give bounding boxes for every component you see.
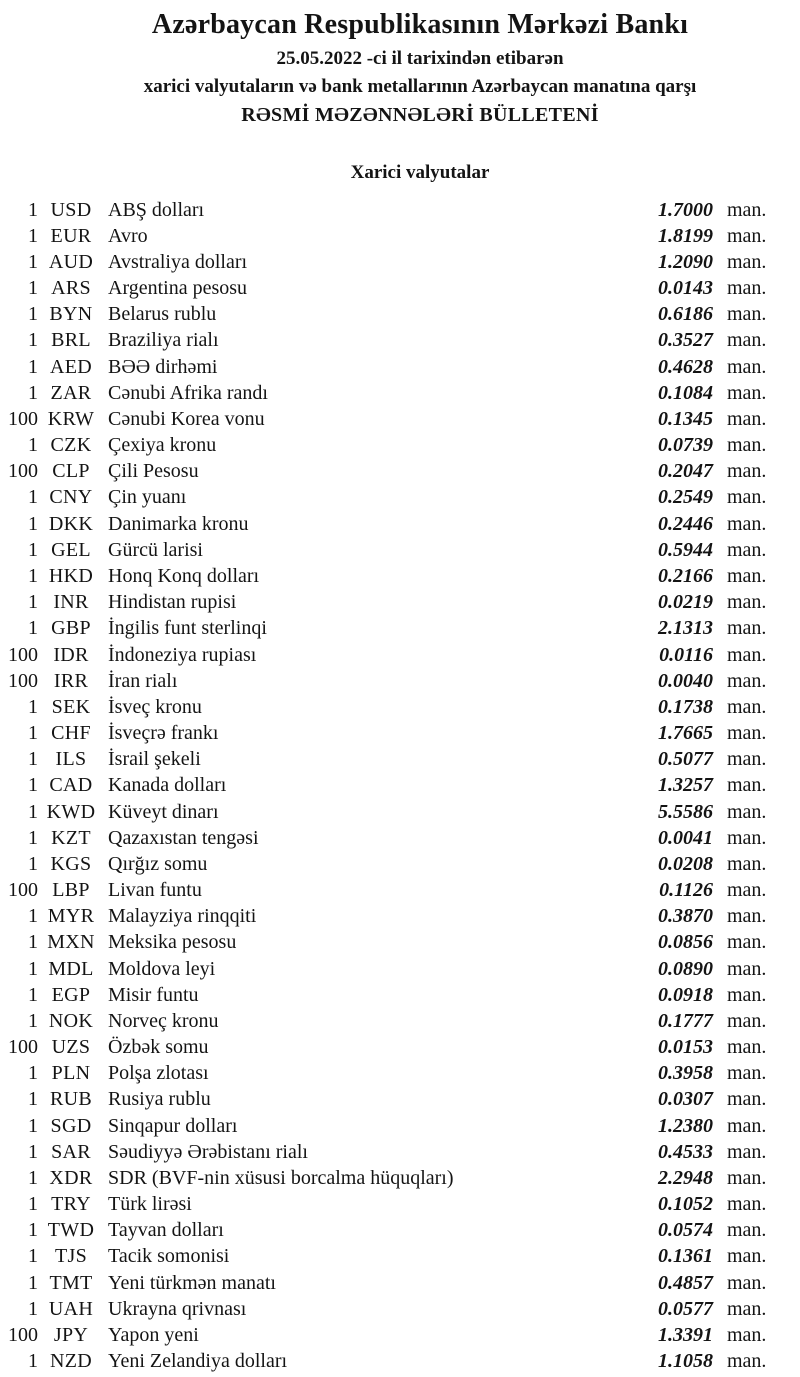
currency-name: İndoneziya rupiası	[108, 643, 257, 666]
currency-name: Livan funtu	[108, 879, 202, 902]
unit-label: man.	[727, 1245, 767, 1268]
rate-value: 0.0219	[658, 591, 713, 614]
currency-name: Türk lirəsi	[108, 1193, 192, 1216]
unit-label: man.	[727, 329, 767, 352]
table-row	[0, 1322, 770, 1348]
currency-code: TMT	[49, 1271, 93, 1294]
rate-value: 0.0574	[658, 1219, 713, 1242]
table-row	[0, 668, 770, 694]
nominal-value: 100	[8, 643, 38, 666]
currency-name: İngilis funt sterlinqi	[108, 617, 267, 640]
currency-name: Rusiya rublu	[108, 1088, 211, 1111]
rate-value: 0.3527	[658, 329, 713, 352]
unit-label: man.	[727, 931, 767, 954]
currency-code: XDR	[49, 1166, 93, 1189]
unit-label: man.	[727, 826, 767, 849]
unit-label: man.	[727, 381, 767, 404]
table-row	[0, 1061, 770, 1087]
nominal-value: 1	[28, 591, 38, 614]
currency-name: Tayvan dolları	[108, 1219, 224, 1242]
currency-code: TJS	[54, 1245, 88, 1268]
currency-code: AUD	[48, 250, 94, 273]
currency-code: MXN	[47, 931, 95, 954]
currency-code: NZD	[49, 1350, 92, 1373]
currency-name: Norveç kronu	[108, 1009, 219, 1032]
currency-code: UZS	[51, 1036, 91, 1059]
table-row	[0, 930, 770, 956]
currency-code: EUR	[50, 224, 92, 247]
currency-code: RUB	[49, 1088, 93, 1111]
unit-label: man.	[727, 1297, 767, 1320]
currency-name: İsrail şekeli	[108, 748, 201, 771]
nominal-value: 1	[28, 277, 38, 300]
currency-name: Səudiyyə Ərəbistanı rialı	[108, 1140, 308, 1163]
effective-date-line: 25.05.2022 -ci il tarixindən etibarən	[276, 48, 564, 69]
table-row	[0, 1165, 770, 1191]
currency-name: Sinqapur dolları	[108, 1114, 238, 1137]
table-row	[0, 642, 770, 668]
currency-name: Avro	[108, 224, 148, 247]
table-row	[0, 851, 770, 877]
bulletin-header	[40, 0, 800, 129]
currency-code: ZAR	[50, 381, 92, 404]
currency-name: Cənubi Korea vonu	[108, 407, 265, 430]
currency-code: GBP	[51, 617, 91, 640]
table-row	[0, 1139, 770, 1165]
nominal-value: 1	[28, 774, 38, 797]
table-row	[0, 1270, 770, 1296]
nominal-value: 1	[28, 1140, 38, 1163]
unit-label: man.	[727, 1219, 767, 1242]
rate-value: 0.1361	[658, 1245, 713, 1268]
section-title: Xarici valyutalar	[350, 162, 490, 183]
unit-label: man.	[727, 1350, 767, 1373]
nominal-value: 1	[28, 1219, 38, 1242]
currency-name: Meksika pesosu	[108, 931, 237, 954]
unit-label: man.	[727, 591, 767, 614]
bulletin-title: RƏSMİ MƏZƏNNƏLƏRİ BÜLLETENİ	[241, 104, 599, 126]
nominal-value: 1	[28, 381, 38, 404]
table-row	[0, 956, 770, 982]
currency-name: Küveyt dinarı	[108, 800, 219, 823]
nominal-value: 100	[8, 460, 38, 483]
currency-name: Yeni Zelandiya dolları	[108, 1350, 288, 1373]
currency-code: LBP	[52, 879, 90, 902]
table-row	[0, 747, 770, 773]
unit-label: man.	[727, 1271, 767, 1294]
rate-value: 0.3870	[658, 905, 713, 928]
currency-name: İsveçrə frankı	[108, 722, 219, 745]
currency-name: Çin yuanı	[108, 486, 187, 509]
rate-value: 0.2047	[658, 460, 713, 483]
unit-label: man.	[727, 486, 767, 509]
table-row	[0, 223, 770, 249]
nominal-value: 1	[28, 617, 38, 640]
table-row	[0, 877, 770, 903]
unit-label: man.	[727, 1140, 767, 1163]
rate-value: 1.2380	[658, 1114, 713, 1137]
nominal-value: 1	[28, 1271, 38, 1294]
rate-value: 0.0153	[658, 1036, 713, 1059]
rate-value: 0.4533	[658, 1140, 713, 1163]
currency-code: BRL	[51, 329, 91, 352]
unit-label: man.	[727, 774, 767, 797]
unit-label: man.	[727, 1062, 767, 1085]
unit-label: man.	[727, 1323, 767, 1346]
currency-code: ILS	[55, 748, 87, 771]
nominal-value: 1	[28, 1193, 38, 1216]
table-row	[0, 537, 770, 563]
unit-label: man.	[727, 617, 767, 640]
currency-code: TRY	[51, 1193, 91, 1216]
rate-value: 0.0041	[658, 826, 713, 849]
currency-code: DKK	[48, 512, 94, 535]
nominal-value: 1	[28, 1166, 38, 1189]
unit-label: man.	[727, 748, 767, 771]
nominal-value: 1	[28, 1062, 38, 1085]
nominal-value: 1	[28, 905, 38, 928]
nominal-value: 1	[28, 434, 38, 457]
currency-name: Yeni türkmən manatı	[108, 1271, 276, 1294]
unit-label: man.	[727, 277, 767, 300]
subtitle-line: xarici valyutaların və bank metallarının Azərbaycan manatına qarşı	[143, 76, 697, 97]
table-row	[0, 1244, 770, 1270]
unit-label: man.	[727, 564, 767, 587]
table-row	[0, 720, 770, 746]
currency-name: Belarus rublu	[108, 303, 217, 326]
table-row	[0, 276, 770, 302]
currency-name: Argentina pesosu	[108, 277, 248, 300]
currency-name: Misir funtu	[108, 983, 199, 1006]
unit-label: man.	[727, 434, 767, 457]
rate-value: 0.0116	[659, 643, 713, 666]
currency-code: SAR	[51, 1140, 91, 1163]
table-row	[0, 799, 770, 825]
table-row	[0, 485, 770, 511]
table-row	[0, 563, 770, 589]
rate-value: 0.0739	[658, 434, 713, 457]
rate-value: 0.1777	[658, 1009, 713, 1032]
rate-value: 0.2166	[658, 564, 713, 587]
nominal-value: 1	[28, 1297, 38, 1320]
table-row	[0, 328, 770, 354]
table-row	[0, 511, 770, 537]
currency-name: Polşa zlotası	[108, 1062, 209, 1085]
table-row	[0, 773, 770, 799]
table-row	[0, 1087, 770, 1113]
currency-name: İran rialı	[108, 669, 178, 692]
rate-value: 2.1313	[658, 617, 713, 640]
unit-label: man.	[727, 1166, 767, 1189]
currency-code: JPY	[53, 1323, 89, 1346]
currency-code: CAD	[49, 774, 93, 797]
currency-code: CNY	[49, 486, 93, 509]
currency-code: KWD	[46, 800, 96, 823]
rate-value: 0.4628	[658, 355, 713, 378]
currency-code: KGS	[50, 852, 92, 875]
rate-value: 0.5077	[658, 748, 713, 771]
unit-label: man.	[727, 669, 767, 692]
rate-value: 0.0890	[658, 957, 713, 980]
rate-value: 0.1052	[658, 1193, 713, 1216]
currency-name: Ukrayna qrivnası	[108, 1297, 247, 1320]
nominal-value: 1	[28, 512, 38, 535]
rate-value: 0.0143	[658, 277, 713, 300]
rate-value: 0.1126	[659, 879, 713, 902]
nominal-value: 100	[8, 407, 38, 430]
unit-label: man.	[727, 643, 767, 666]
unit-label: man.	[727, 538, 767, 561]
nominal-value: 1	[28, 1114, 38, 1137]
currency-code: TWD	[47, 1219, 95, 1242]
currency-code: KZT	[51, 826, 91, 849]
nominal-value: 1	[28, 355, 38, 378]
currency-name: Hindistan rupisi	[108, 591, 237, 614]
rate-value: 1.1058	[658, 1350, 713, 1373]
rate-value: 1.3257	[658, 774, 713, 797]
currency-name: Yapon yeni	[108, 1323, 199, 1346]
currency-name: Avstraliya dolları	[108, 250, 248, 273]
table-row	[0, 1035, 770, 1061]
nominal-value: 1	[28, 303, 38, 326]
nominal-value: 1	[28, 198, 38, 221]
currency-code: UAH	[48, 1297, 94, 1320]
rate-value: 1.7000	[658, 198, 713, 221]
currency-code: MDL	[48, 957, 94, 980]
rate-value: 2.2948	[658, 1166, 713, 1189]
unit-label: man.	[727, 198, 767, 221]
nominal-value: 100	[8, 1323, 38, 1346]
table-row	[0, 380, 770, 406]
currency-code: SEK	[51, 695, 91, 718]
page-title: Azərbaycan Respublikasının Mərkəzi Bankı	[151, 9, 689, 40]
currency-name: Qazaxıstan tengəsi	[108, 826, 259, 849]
unit-label: man.	[727, 355, 767, 378]
currency-name: Cənubi Afrika randı	[108, 381, 268, 404]
nominal-value: 1	[28, 564, 38, 587]
unit-label: man.	[727, 957, 767, 980]
rate-value: 0.2549	[658, 486, 713, 509]
nominal-value: 1	[28, 852, 38, 875]
rate-value: 0.1345	[658, 407, 713, 430]
nominal-value: 1	[28, 486, 38, 509]
unit-label: man.	[727, 407, 767, 430]
table-row	[0, 459, 770, 485]
table-row	[0, 406, 770, 432]
unit-label: man.	[727, 1193, 767, 1216]
currency-code: ARS	[51, 277, 91, 300]
currency-name: Braziliya rialı	[108, 329, 219, 352]
unit-label: man.	[727, 1036, 767, 1059]
nominal-value: 100	[8, 879, 38, 902]
unit-label: man.	[727, 695, 767, 718]
currency-name: Moldova leyi	[108, 957, 216, 980]
nominal-value: 1	[28, 1245, 38, 1268]
rate-value: 1.8199	[658, 224, 713, 247]
rate-value: 0.3958	[658, 1062, 713, 1085]
rate-value: 1.2090	[658, 250, 713, 273]
table-row	[0, 1349, 770, 1375]
nominal-value: 1	[28, 1350, 38, 1373]
rate-value: 1.7665	[658, 722, 713, 745]
unit-label: man.	[727, 1114, 767, 1137]
rate-value: 0.5944	[658, 538, 713, 561]
table-row	[0, 825, 770, 851]
table-row	[0, 354, 770, 380]
currency-name: Danimarka kronu	[108, 512, 249, 535]
currency-code: NOK	[48, 1009, 94, 1032]
unit-label: man.	[727, 852, 767, 875]
rate-value: 0.0856	[658, 931, 713, 954]
currency-code: GEL	[51, 538, 91, 561]
currency-name: Çexiya kronu	[108, 434, 217, 457]
currency-code: CZK	[50, 434, 92, 457]
currency-code: KRW	[47, 407, 95, 430]
nominal-value: 100	[8, 669, 38, 692]
currency-code: USD	[50, 198, 92, 221]
nominal-value: 100	[8, 1036, 38, 1059]
currency-code: AED	[49, 355, 92, 378]
table-row	[0, 694, 770, 720]
rate-value: 0.2446	[658, 512, 713, 535]
table-row	[0, 1218, 770, 1244]
currency-name: Malayziya rinqqiti	[108, 905, 257, 928]
table-row	[0, 249, 770, 275]
unit-label: man.	[727, 1009, 767, 1032]
currency-name: Gürcü larisi	[108, 538, 203, 561]
rate-value: 0.0040	[658, 669, 713, 692]
table-row	[0, 1113, 770, 1139]
currency-name: Kanada dolları	[108, 774, 227, 797]
rate-value: 0.1738	[658, 695, 713, 718]
currency-name: Tacik somonisi	[108, 1245, 230, 1268]
unit-label: man.	[727, 1088, 767, 1111]
nominal-value: 1	[28, 224, 38, 247]
table-row	[0, 433, 770, 459]
unit-label: man.	[727, 905, 767, 928]
unit-label: man.	[727, 722, 767, 745]
rate-value: 0.0307	[658, 1088, 713, 1111]
unit-label: man.	[727, 512, 767, 535]
currency-name: İsveç kronu	[108, 695, 202, 718]
unit-label: man.	[727, 983, 767, 1006]
unit-label: man.	[727, 800, 767, 823]
currency-name: Özbək somu	[108, 1036, 209, 1059]
currency-code: CHF	[51, 722, 91, 745]
unit-label: man.	[727, 879, 767, 902]
currency-code: INR	[53, 591, 89, 614]
currency-code: MYR	[47, 905, 95, 928]
rate-value: 5.5586	[658, 800, 713, 823]
rate-value: 0.0918	[658, 983, 713, 1006]
unit-label: man.	[727, 250, 767, 273]
currency-name: Çili Pesosu	[108, 460, 199, 483]
table-row	[0, 1008, 770, 1034]
nominal-value: 1	[28, 722, 38, 745]
rate-value: 0.4857	[658, 1271, 713, 1294]
currency-name: ABŞ dolları	[108, 198, 205, 221]
unit-label: man.	[727, 224, 767, 247]
currency-name: BƏƏ dirhəmi	[108, 355, 218, 378]
currency-code: HKD	[48, 564, 94, 587]
nominal-value: 1	[28, 983, 38, 1006]
table-row	[0, 302, 770, 328]
nominal-value: 1	[28, 748, 38, 771]
rate-value: 0.1084	[658, 381, 713, 404]
rate-value: 0.0208	[658, 852, 713, 875]
currency-code: IDR	[53, 643, 89, 666]
currency-code: CLP	[52, 460, 90, 483]
currency-name: Honq Konq dolları	[108, 564, 260, 587]
nominal-value: 1	[28, 1009, 38, 1032]
nominal-value: 1	[28, 957, 38, 980]
nominal-value: 1	[28, 826, 38, 849]
table-row	[0, 1296, 770, 1322]
currency-code: BYN	[49, 303, 93, 326]
currency-code: EGP	[51, 983, 91, 1006]
table-row	[0, 904, 770, 930]
unit-label: man.	[727, 460, 767, 483]
rate-value: 1.3391	[658, 1323, 713, 1346]
table-row	[0, 1192, 770, 1218]
nominal-value: 1	[28, 250, 38, 273]
rate-value: 0.0577	[658, 1297, 713, 1320]
unit-label: man.	[727, 303, 767, 326]
table-row	[0, 616, 770, 642]
currency-code: IRR	[53, 669, 89, 692]
exchange-rates-table	[0, 197, 770, 1375]
table-row	[0, 982, 770, 1008]
nominal-value: 1	[28, 1088, 38, 1111]
nominal-value: 1	[28, 695, 38, 718]
nominal-value: 1	[28, 538, 38, 561]
rate-value: 0.6186	[658, 303, 713, 326]
table-row	[0, 590, 770, 616]
nominal-value: 1	[28, 800, 38, 823]
table-row	[0, 197, 770, 223]
currency-code: PLN	[51, 1062, 91, 1085]
nominal-value: 1	[28, 931, 38, 954]
currency-name: SDR (BVF-nin xüsusi borcalma hüquqları)	[108, 1166, 454, 1189]
currency-name: Qırğız somu	[108, 852, 208, 875]
nominal-value: 1	[28, 329, 38, 352]
currency-code: SGD	[50, 1114, 92, 1137]
